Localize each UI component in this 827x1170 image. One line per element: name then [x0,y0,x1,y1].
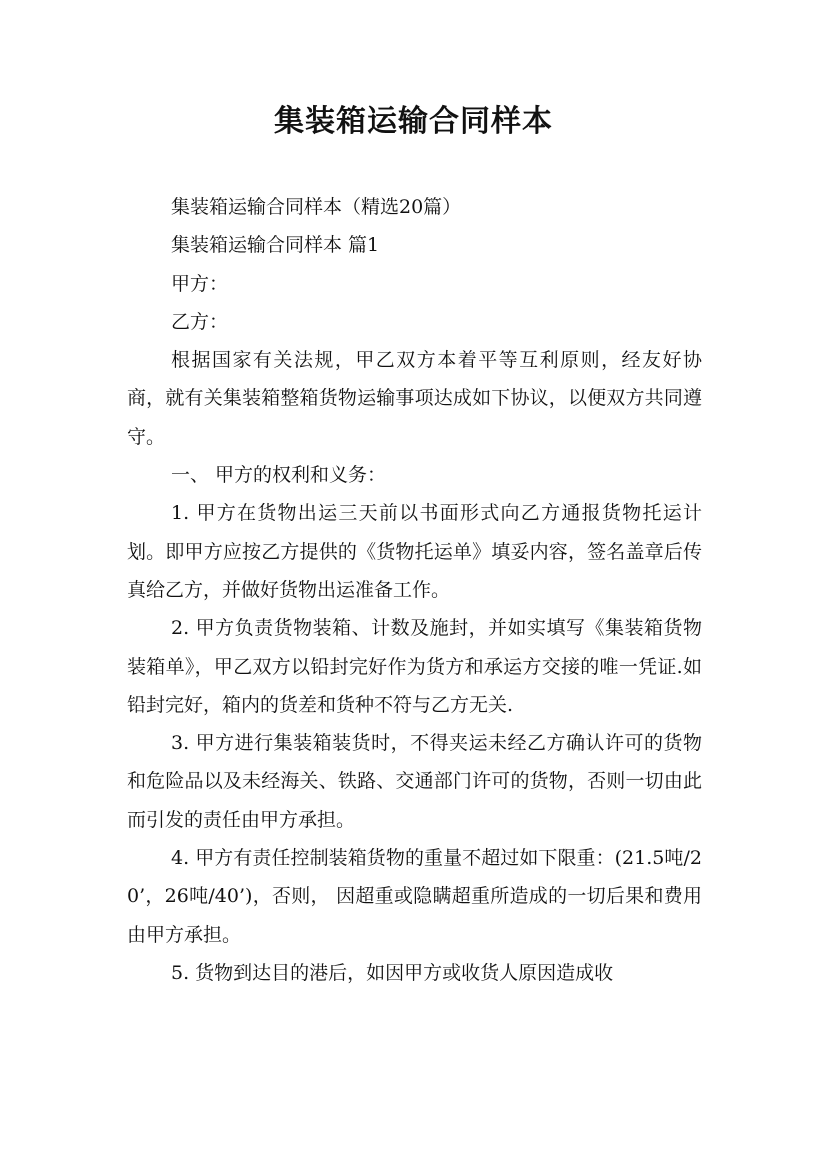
paragraph-rights-heading: 一、 甲方的权利和义务： [171,464,387,487]
paragraph-clause-5: 5. 货物到达目的港后，如因甲方或收货人原因造成收 [171,961,614,984]
paragraph-subtitle: 集装箱运输合同样本（精选20篇） [171,196,462,218]
paragraph-party-b: 乙方： [171,310,229,333]
paragraph-clause-1: 1. 甲方在货物出运三天前以书面形式向乙方通报货物托运计划。即甲方应按乙方提供的《货物托运单》填妥内容，签名盖章后传真给乙方，并做好货物出运准备工作。 [127,502,702,601]
paragraph-section-heading: 集装箱运输合同样本 篇1 [171,234,380,257]
document-body [127,188,702,992]
paragraph-clause-2: 2. 甲方负责货物装箱、计数及施封，并如实填写《集装箱货物装箱单》，甲乙双方以铅封完好作为货方和承运方交接的唯一凭证.如铅封完好，箱内的货差和货种不符与乙方无关. [127,617,702,716]
paragraph-clause-4: 4. 甲方有责任控制装箱货物的重量不超过如下限重：(21.5吨/20’，26吨/40’)，否则， 因超重或隐瞒超重所造成的一切后果和费用由甲方承担。 [127,847,702,946]
paragraph-preamble: 根据国家有关法规，甲乙双方本着平等互利原则，经友好协商，就有关集装箱整箱货物运输事项达成如下协议，以便双方共同遵守。 [127,349,702,448]
paragraph-clause-3: 3. 甲方进行集装箱装货时，不得夹运未经乙方确认许可的货物和危险品以及未经海关、铁路、交通部门许可的货物，否则一切由此而引发的责任由甲方承担。 [127,732,702,831]
paragraph-party-a: 甲方： [171,272,229,295]
document-title: 集装箱运输合同样本 [274,104,553,139]
